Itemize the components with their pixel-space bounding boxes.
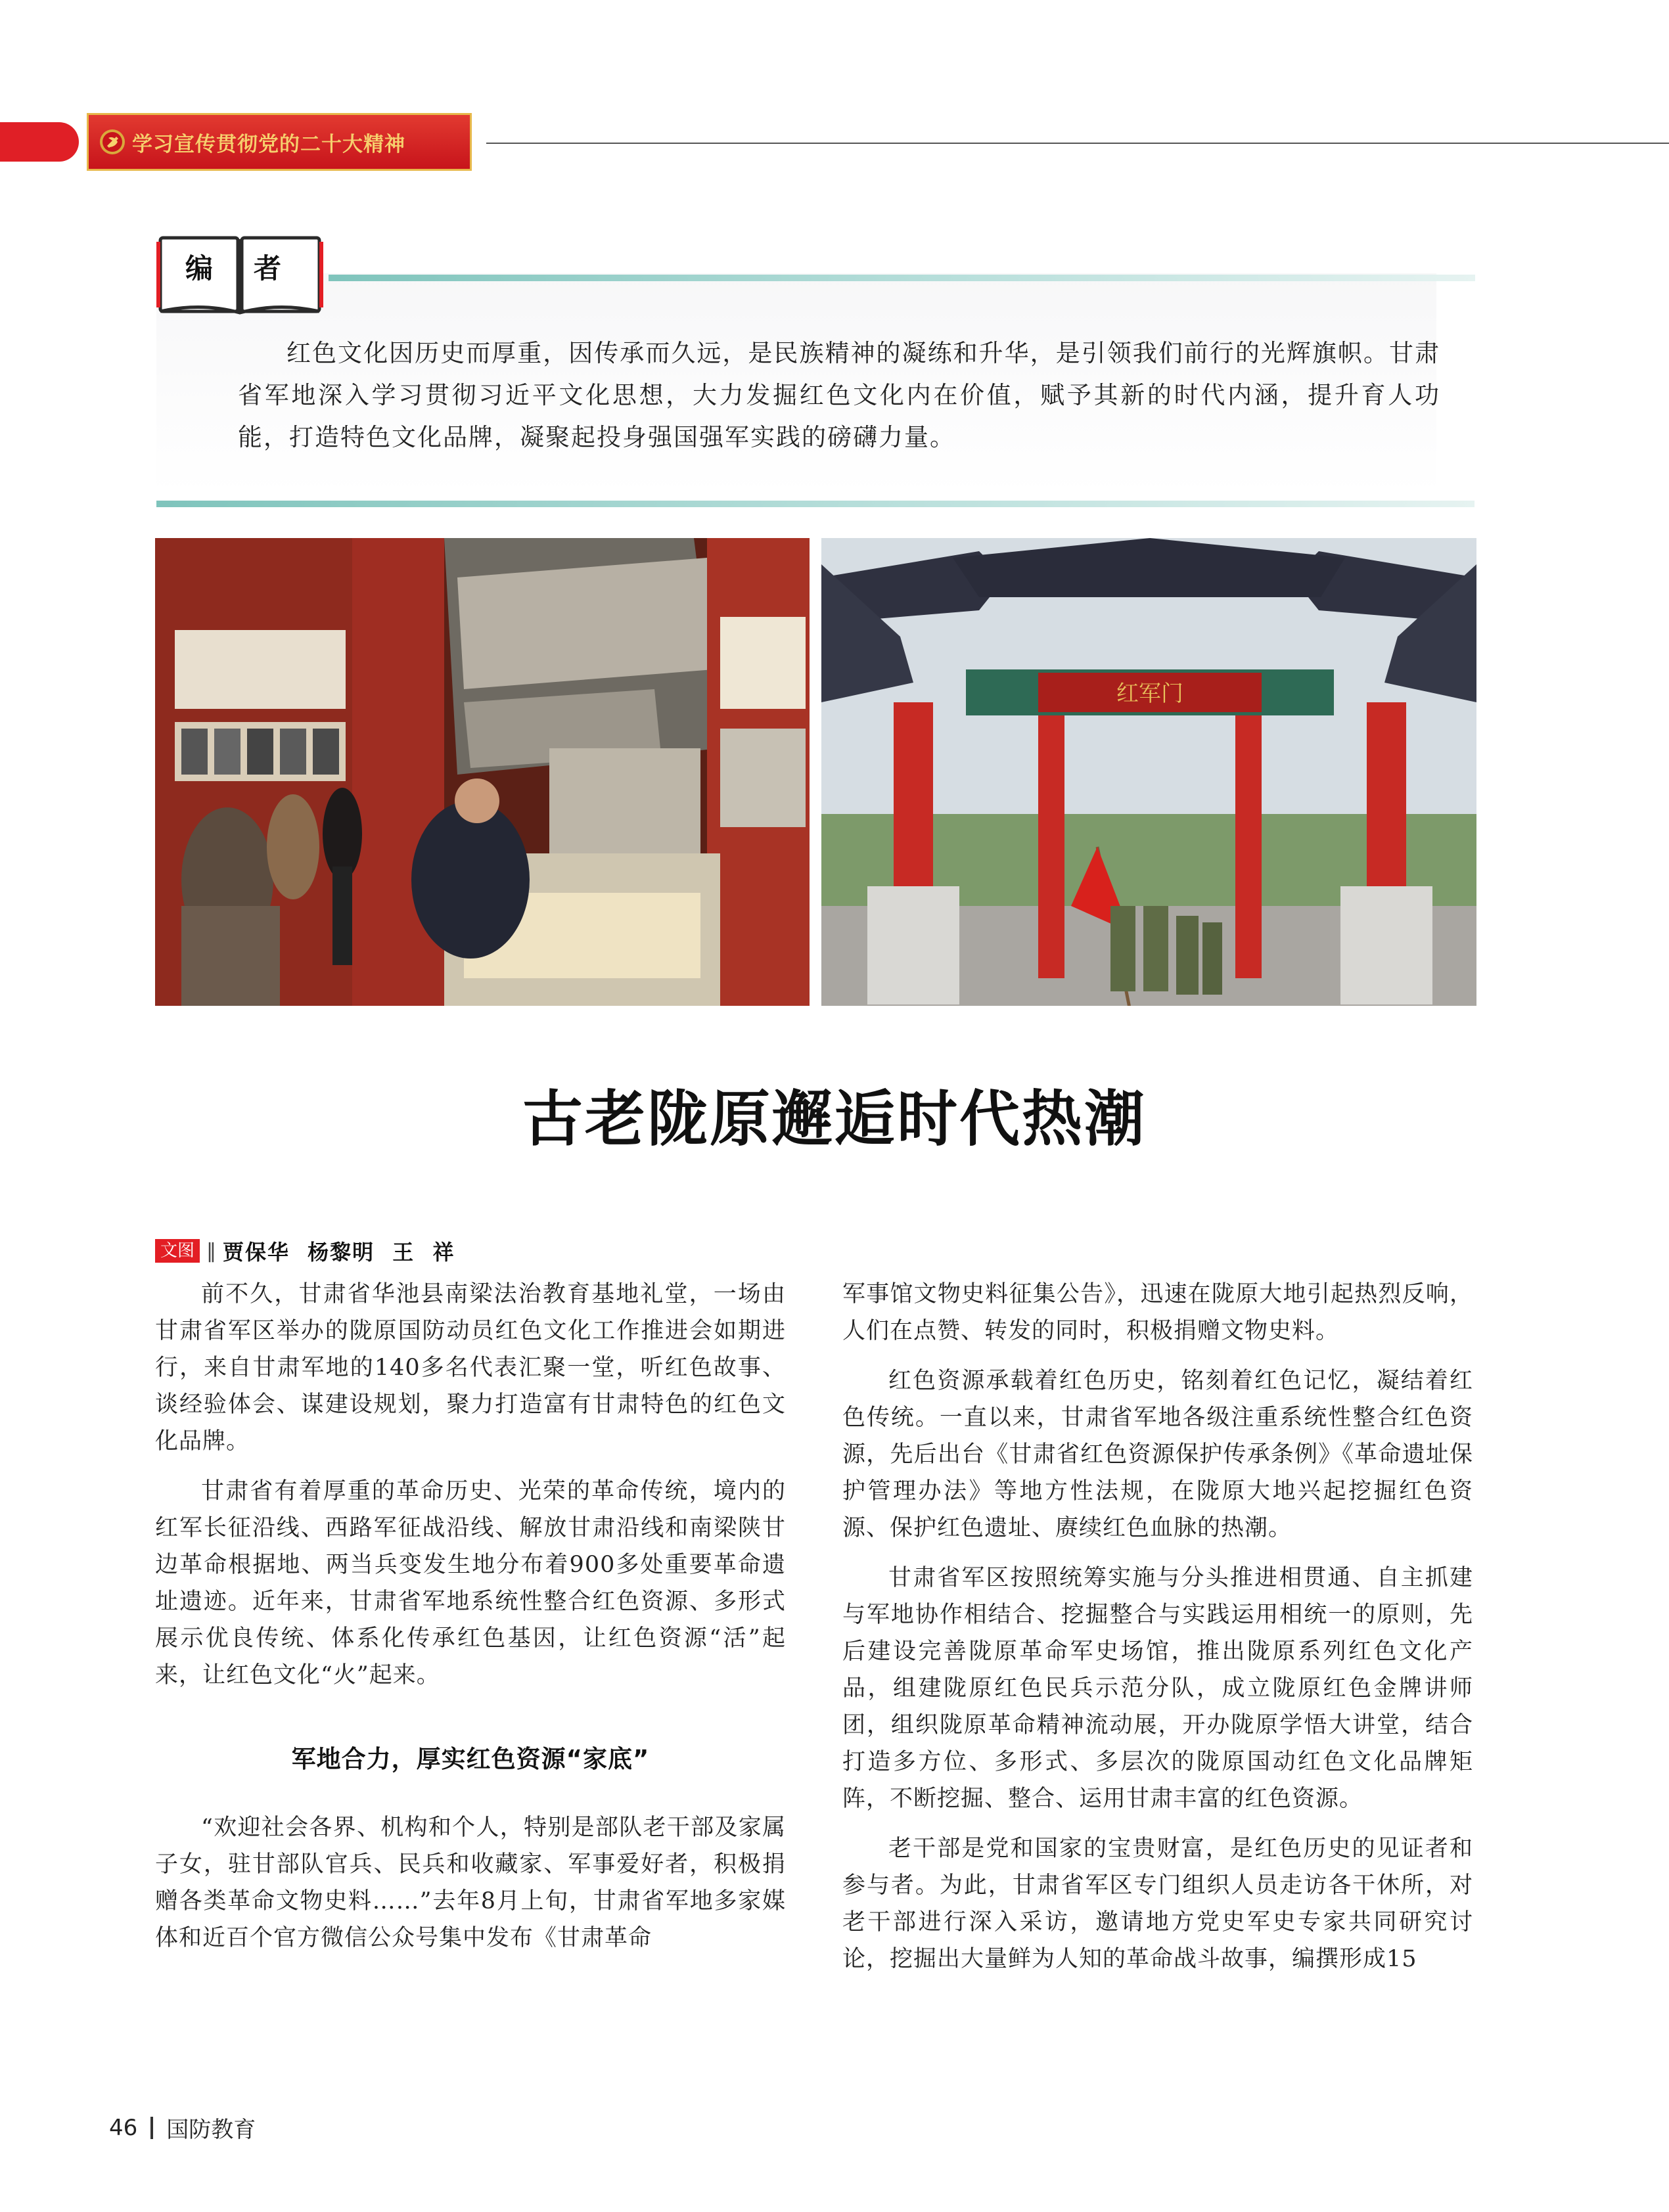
editor-label-char-1: 编 (185, 252, 214, 284)
section-banner (87, 113, 472, 171)
page-number: 46 (109, 2114, 138, 2141)
body-paragraph-continuation: 军事馆文物史料征集公告》，迅速在陇原大地引起热烈反响，人们在点赞、转发的同时，积极捐赠文物史料。 (842, 1281, 1473, 1344)
open-book-icon (155, 231, 325, 318)
banner-text: 学习宣传贯彻党的二十大精神 (132, 132, 405, 156)
museum-exhibition-photo (155, 538, 810, 1006)
body-paragraph: 甘肃省军区按照统筹实施与分头推进相贯通、自主抓建与军地协作相结合、挖掘整合与实践运用相统一的原则，先后建设完善陇原革命军史场馆，推出陇原系列红色文化产品，组建陇原红色民兵示范分队，成立陇原红色金牌讲师团，组织陇原革命精神流动展，开办陇原学悟大讲堂，结合打造多方位、多形式、多层次的陇原国动红色文化品牌矩阵，不断挖掘、整合、运用甘肃丰富的红色资源。 (842, 1565, 1473, 1812)
byline-tag: 文图 (155, 1239, 200, 1263)
article-title: 古老陇原邂逅时代热潮 (522, 1084, 1147, 1154)
magazine-name: 国防教育 (166, 2117, 256, 2143)
article-right-column (842, 1276, 1473, 1991)
article-left-column (155, 1276, 786, 1970)
body-paragraph: 老干部是党和国家的宝贵财富，是红色历史的见证者和参与者。为此，甘肃省军区专门组织人员走访各干休所，对老干部进行深入采访，邀请地方党史军史专家共同研究讨论，挖掘出大量鲜为人知的革命战斗故事，编撰形成15 (842, 1836, 1473, 1972)
editor-note-bottom-rule (156, 501, 1475, 507)
body-paragraph: “欢迎社会各界、机构和个人，特别是部队老干部及家属子女，驻甘部队官兵、民兵和收藏家、军事爱好者，积极捐赠各类革命文物史料……”去年8月上旬，甘肃省军地多家媒体和近百个官方微信公众号集中发布《甘肃革命 (155, 1815, 786, 1951)
header-rule (486, 143, 1669, 144)
editor-note-top-rule (329, 275, 1475, 281)
footer-separator (150, 2117, 153, 2139)
byline (155, 1238, 455, 1264)
body-paragraph: 甘肃省有着厚重的革命历史、光荣的革命传统，境内的红军长征沿线、西路军征战沿线、解放甘肃沿线和南梁陕甘边革命根据地、两当兵变发生地分布着900多处重要革命遗址遗迹。近年来，甘肃省军地系统性整合红色资源、多形式展示优良传统、体系化传承红色基因，让红色资源“活”起来，让红色文化“火”起来。 (155, 1478, 786, 1688)
editor-label-char-2: 者 (254, 252, 282, 284)
byline-separator: ‖ (206, 1239, 217, 1263)
party-emblem-icon (98, 127, 127, 156)
page-footer (109, 2111, 256, 2144)
editor-note-text: 红色文化因历史而厚重，因传承而久远，是民族精神的凝练和升华，是引领我们前行的光辉旗帜。甘肃省军地深入学习贯彻习近平文化思想，大力发掘红色文化内在价值，赋予其新的时代内涵，提升育人功能，打造特色文化品牌，凝聚起投身强国强军实践的磅礴力量。 (238, 339, 1440, 451)
section-subheading: 军地合力，厚实红色资源“家底” (291, 1745, 650, 1773)
gate-sign-text: 红军门 (1116, 681, 1183, 707)
body-paragraph: 红色资源承载着红色历史，铭刻着红色记忆，凝结着红色传统。一直以来，甘肃省军地各级注重系统性整合红色资源，先后出台《甘肃省红色资源保护传承条例》《革命遗址保护管理办法》等地方性法规，在陇原大地兴起挖掘红色资源、保护红色遗址、赓续红色血脉的热潮。 (842, 1368, 1473, 1541)
body-paragraph: 前不久，甘肃省华池县南梁法治教育基地礼堂，一场由甘肃省军区举办的陇原国防动员红色文化工作推进会如期进行，来自甘肃军地的140多名代表汇聚一堂，听红色故事、谈经验体会、谋建设规划，聚力打造富有甘肃特色的红色文化品牌。 (155, 1281, 786, 1455)
header-red-tab (0, 122, 79, 162)
byline-authors: 贾保华 杨黎明 王 祥 (223, 1240, 455, 1265)
red-army-gate-photo (821, 538, 1476, 1006)
